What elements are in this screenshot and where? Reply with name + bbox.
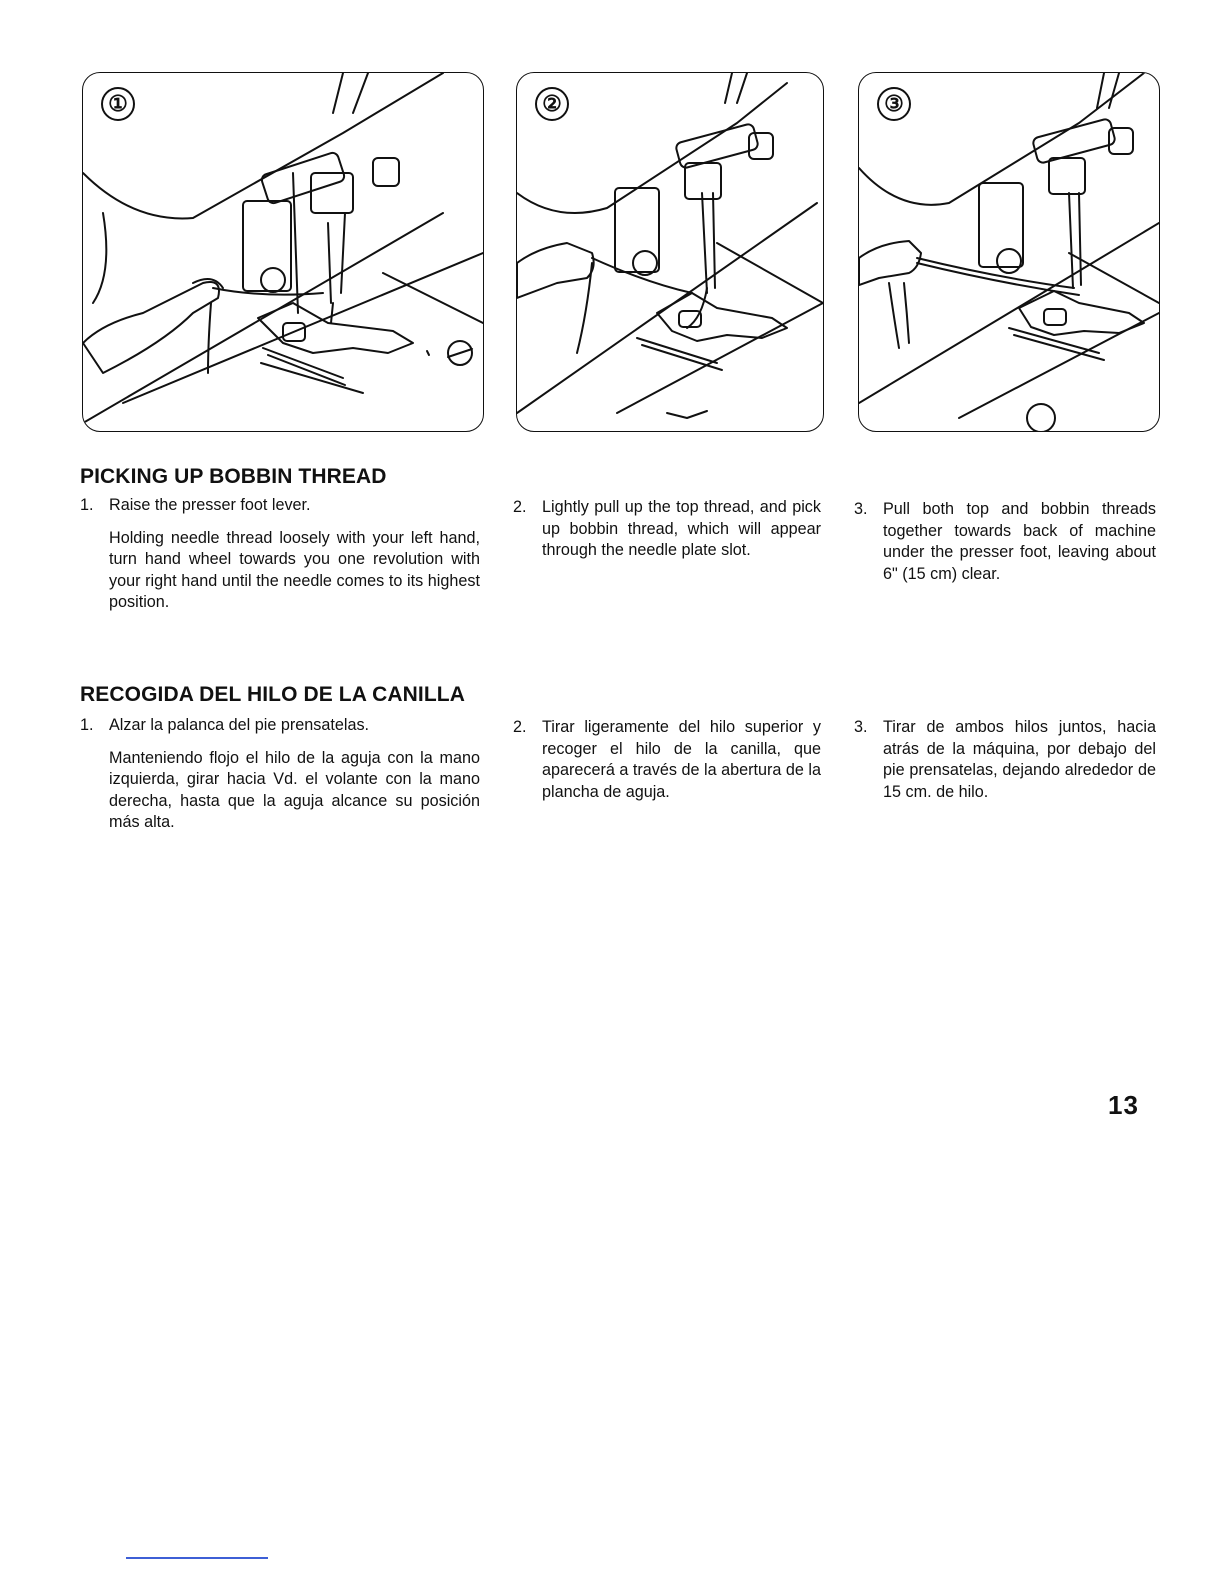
sewing-machine-illustration xyxy=(83,73,483,431)
sewing-machine-illustration xyxy=(859,73,1159,431)
spanish-step-2 xyxy=(513,717,821,803)
spanish-step-1 xyxy=(80,715,480,834)
illustration-step-2 xyxy=(516,72,824,432)
spanish-heading: RECOGIDA DEL HILO DE LA CANILLA xyxy=(80,683,465,706)
spanish-step-3 xyxy=(854,717,1156,803)
step-number: 3. xyxy=(854,500,868,518)
step-text: Lightly pull up the top thread, and pick up bobbin thread, which will appear through the needle plate slot. xyxy=(542,498,821,559)
step-detail: Holding needle thread loosely with your left hand, turn hand wheel towards you one revolution with your right hand until the needle comes to its highest position. xyxy=(109,528,480,611)
page-number: 13 xyxy=(1108,1090,1139,1120)
step-number: 2. xyxy=(513,718,527,736)
step-number: 2. xyxy=(513,498,527,516)
sewing-machine-illustration xyxy=(517,73,823,431)
step-marker-1: ① xyxy=(101,87,135,121)
english-step-1 xyxy=(80,495,480,614)
step-detail: Manteniendo flojo el hilo de la aguja con la mano izquierda, girar hacia Vd. el volante con la mano derecha, hasta que la aguja alcance su posición más alta. xyxy=(109,748,480,831)
step-number: 3. xyxy=(854,718,868,736)
step-text: Tirar ligeramente del hilo superior y recoger el hilo de la canilla, que aparecerá a través de la abertura de la plancha de aguja. xyxy=(542,718,821,801)
english-step-3 xyxy=(854,499,1156,585)
english-heading: PICKING UP BOBBIN THREAD xyxy=(80,465,387,488)
step-number: 1. xyxy=(80,716,94,734)
step-text: Pull both top and bobbin threads together towards back of machine under the presser foot, leaving about 6" (15 cm) clear. xyxy=(883,500,1156,583)
step-text: Alzar la palanca del pie prensatelas. xyxy=(109,716,370,734)
step-text: Raise the presser foot lever. xyxy=(109,496,311,514)
english-step-2 xyxy=(513,497,821,562)
step-number: 1. xyxy=(80,496,94,514)
step-marker-3: ③ xyxy=(877,87,911,121)
step-marker-2: ② xyxy=(535,87,569,121)
step-text: Tirar de ambos hilos juntos, hacia atrás de la máquina, por debajo del pie prensatelas, dejando alrededor de 15 cm. de hilo. xyxy=(883,718,1156,801)
illustration-step-3 xyxy=(858,72,1160,432)
divider xyxy=(126,1557,268,1559)
illustration-step-1 xyxy=(82,72,484,432)
